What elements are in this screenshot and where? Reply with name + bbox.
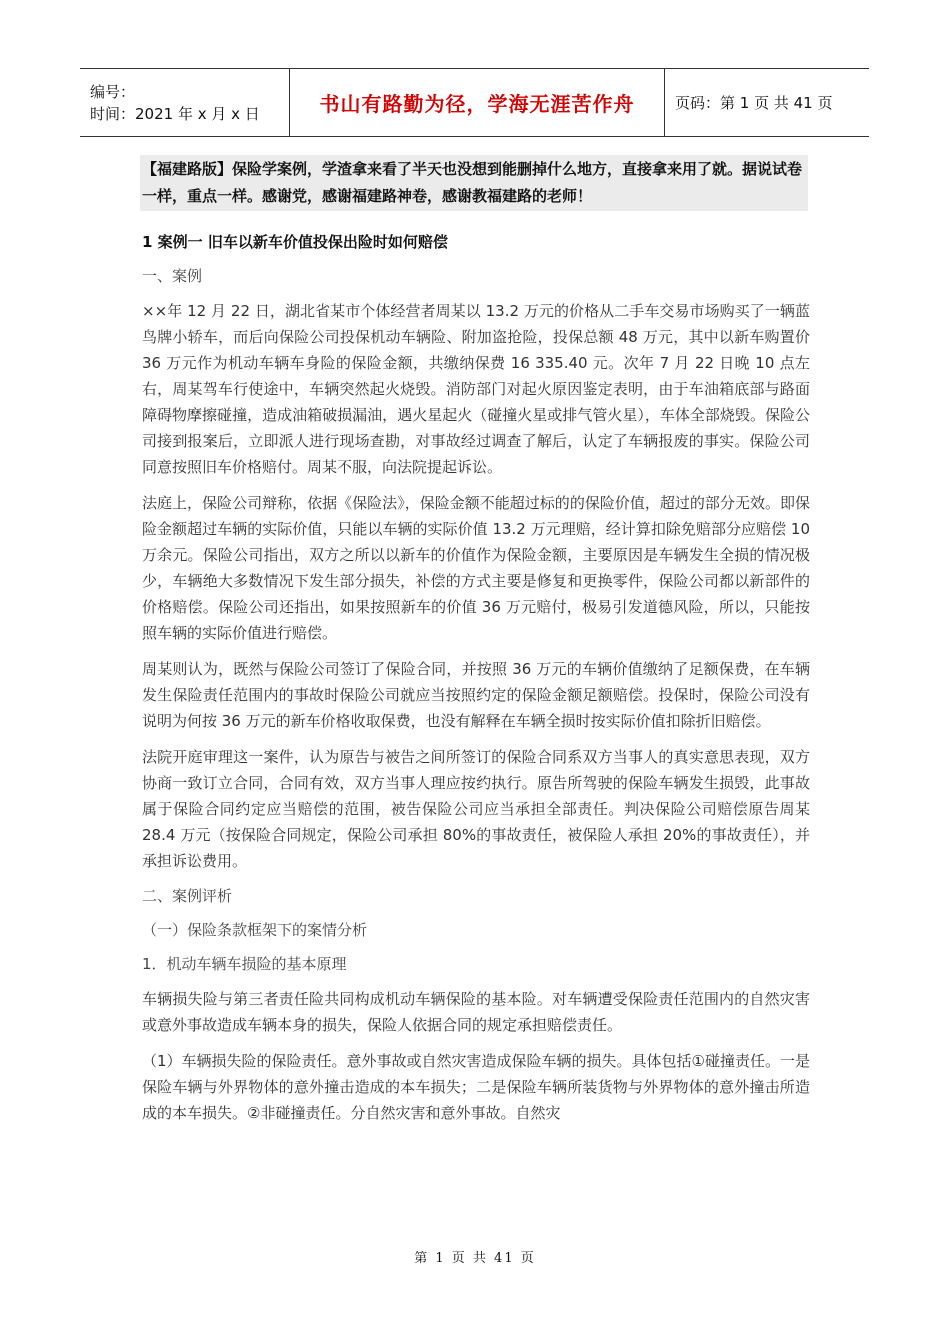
header-page-label: 页码：第 1 页 共 41 页	[675, 94, 833, 112]
paragraph: 法院开庭审理这一案件，认为原告与被告之间所签订的保险合同系双方当事人的真实意思表现，双方协商一致订立合同，合同有效，双方当事人理应按约执行。原告所驾驶的保险车辆发生损毁，此事故属于保险合同约定应当赔偿的范围，被告保险公司应当承担全部责任。判决保险公司赔偿原告周某 28.4 万元（按保险合同规定，保险公司承担 80%的事故责任，被保险人承担 20%的事故责任），并承担诉讼费用。	[142, 748, 810, 870]
paragraph: 车辆损失险与第三者责任险共同构成机动车辆保险的基本险。对车辆遭受保险责任范围内的自然灾害或意外事故造成车辆本身的损失，保险人依据合同的规定承担赔偿责任。	[142, 990, 810, 1034]
page-footer: 第 1 页 共 41 页	[414, 1251, 536, 1266]
section-heading-case: 一、案例	[142, 267, 203, 285]
paragraph: 周某则认为，既然与保险公司签订了保险合同，并按照 36 万元的车辆价值缴纳了足额保费，在车辆发生保险责任范围内的事故时保险公司就应当按照约定的保险金额足额赔偿。投保时，保险公司没有说明为何按 36 万元的新车价格收取保费，也没有解释在车辆全损时按实际价值扣除折旧赔偿。	[142, 660, 810, 730]
intro-note: 【福建路版】保险学案例，学渣拿来看了半天也没想到能删掉什么地方，直接拿来用了就。据说试卷一样，重点一样。感谢党，感谢福建路神卷，感谢教福建路的老师！	[140, 155, 808, 211]
document-number-label: 编号：	[90, 82, 136, 101]
section-heading-review: 二、案例评析	[142, 887, 233, 905]
paragraph: 法庭上，保险公司辩称，依据《保险法》，保险金额不能超过标的的保险价值，超过的部分无效。即保险金额超过车辆的实际价值，只能以车辆的实际价值 13.2 万元理赔，经计算扣除免赔部分应赔偿 10 万余元。保险公司指出，双方之所以以新车的价值作为保险金额，主要原因是车辆发生全损的情况极少，车辆绝大多数情况下发生部分损失，补偿的方式主要是修复和更换零件，保险公司都以新部件的价格赔偿。保险公司还指出，如果按照新车的价值 36 万元赔付，极易引发道德风险，所以，只能按照车辆的实际价值进行赔偿。	[142, 494, 810, 642]
document-body	[142, 230, 810, 1136]
header-meta	[80, 69, 289, 136]
subsection-heading: （一）保险条款框架下的案情分析	[142, 921, 368, 939]
case-title: 1 案例一 旧车以新车价值投保出险时如何赔偿	[142, 233, 448, 251]
document-time-label: 时间：2021 年 x 月 x 日	[90, 104, 260, 123]
page-header	[80, 68, 869, 137]
paragraph: （1）车辆损失险的保险责任。意外事故或自然灾害造成保险车辆的损失。具体包括①碰撞责任。一是保险车辆与外界物体的意外撞击造成的本车损失；二是保险车辆所装货物与外界物体的意外撞击所造成的本车损失。②非碰撞责任。分自然灾害和意外事故。自然灾	[142, 1052, 810, 1122]
paragraph: ××年 12 月 22 日，湖北省某市个体经营者周某以 13.2 万元的价格从二手车交易市场购买了一辆蓝鸟牌小轿车，而后向保险公司投保机动车辆险、附加盗抢险，投保总额 48 万元，其中以新车购置价 36 万元作为机动车辆车身险的保险金额，共缴纳保费 16 335.40 元。次年 7 月 22 日晚 10 点左右，周某驾车行使途中，车辆突然起火烧毁。消防部门对起火原因鉴定表明，由于车油箱底部与路面障碍物摩擦碰撞，造成油箱破损漏油，遇火星起火（碰撞火星或排气管火星），车体全部烧毁。保险公司接到报案后，立即派人进行现场查勘，对事故经过调查了解后，认定了车辆报废的事实。保险公司同意按照旧车价格赔付。周某不服，向法院提起诉讼。	[142, 302, 810, 476]
header-motto: 书山有路勤为径，学海无涯苦作舟	[289, 69, 665, 136]
subsubsection-heading: 1．机动车辆车损险的基本原理	[142, 955, 347, 973]
